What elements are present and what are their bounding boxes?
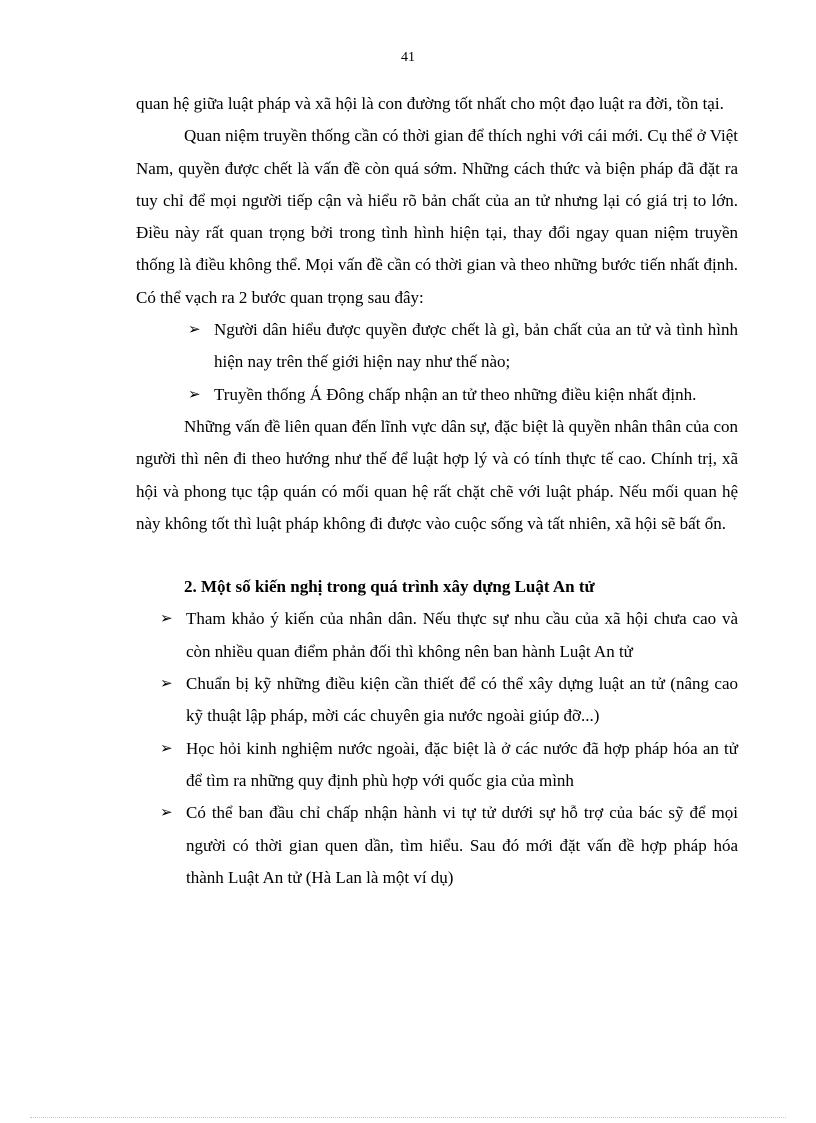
recommendation-text: Có thể ban đầu chỉ chấp nhận hành vi tự tử dưới sự hỗ trợ của bác sỹ để mọi người có thời gian quen dần, tìm hiểu. Sau đó mới đặt vấn đề hợp pháp hóa thành Luật An tử (Hà Lan là một ví dụ) bbox=[186, 803, 738, 887]
recommendation-item bbox=[136, 797, 738, 894]
recommendation-text: Học hỏi kinh nghiệm nước ngoài, đặc biệt là ở các nước đã hợp pháp hóa an tử để tìm ra những quy định phù hợp với quốc gia của mình bbox=[186, 738, 738, 790]
paragraph-2: Quan niệm truyền thống cần có thời gian để thích nghi với cái mới. Cụ thể ở Việt Nam, quyền được chết là vấn đề còn quá sớm. Những cách thức và biện pháp đã đặt ra tuy chỉ để mọi người tiếp cận và hiểu rõ bản chất của an tử nhưng lại có giá trị to lớn. Điều này rất quan trọng bởi trong tình hình hiện tại, thay đổi ngay quan niệm truyền thống là điều không thể. Mọi vấn đề cần có thời gian và theo những bước tiến nhất định. Có thể vạch ra 2 bước quan trọng sau đây: bbox=[136, 126, 738, 307]
page-number: 41 bbox=[401, 50, 415, 65]
arrow-bullet-icon: ➢ bbox=[188, 386, 201, 403]
document-body bbox=[136, 88, 738, 894]
paragraph-3: Những vấn đề liên quan đến lĩnh vực dân sự, đặc biệt là quyền nhân thân của con người thì nên đi theo hướng như thế để luật hợp lý và có tính thực tế cao. Chính trị, xã hội và phong tục tập quán có mối quan hệ rất chặt chẽ với luật pháp. Nếu mối quan hệ này không tốt thì luật pháp không đi được vào cuộc sống và tất nhiên, xã hội sẽ bất ổn. bbox=[136, 416, 738, 533]
arrow-bullet-icon: ➢ bbox=[160, 740, 173, 757]
arrow-bullet-icon: ➢ bbox=[160, 611, 173, 628]
recommendation-text: Chuẩn bị kỹ những điều kiện cần thiết để có thể xây dựng luật an tử (nâng cao kỹ thuật lập pháp, mời các chuyên gia nước ngoài giúp đỡ...) bbox=[186, 674, 738, 726]
step-item bbox=[136, 314, 738, 379]
arrow-bullet-icon: ➢ bbox=[160, 805, 173, 822]
paragraph-1: quan hệ giữa luật pháp và xã hội là con đường tốt nhất cho một đạo luật ra đời, tồn tại. bbox=[136, 94, 724, 113]
section-heading: 2. Một số kiến nghị trong quá trình xây dựng Luật An tử bbox=[184, 577, 595, 597]
recommendation-item bbox=[136, 733, 738, 798]
arrow-bullet-icon: ➢ bbox=[188, 322, 201, 339]
step-item bbox=[136, 379, 738, 411]
recommendation-text: Tham khảo ý kiến của nhân dân. Nếu thực sự nhu cầu của xã hội chưa cao và còn nhiều quan điểm phản đối thì không nên ban hành Luật An tử bbox=[186, 609, 738, 661]
recommendation-item bbox=[136, 668, 738, 733]
arrow-bullet-icon: ➢ bbox=[160, 676, 173, 693]
step-text: Người dân hiểu được quyền được chết là gì, bản chất của an tử và tình hình hiện nay trên thế giới hiện nay như thế nào; bbox=[214, 320, 738, 372]
step-text: Truyền thống Á Đông chấp nhận an tử theo những điều kiện nhất định. bbox=[214, 384, 697, 404]
recommendation-item bbox=[136, 603, 738, 668]
page-bottom-divider bbox=[30, 1117, 786, 1118]
